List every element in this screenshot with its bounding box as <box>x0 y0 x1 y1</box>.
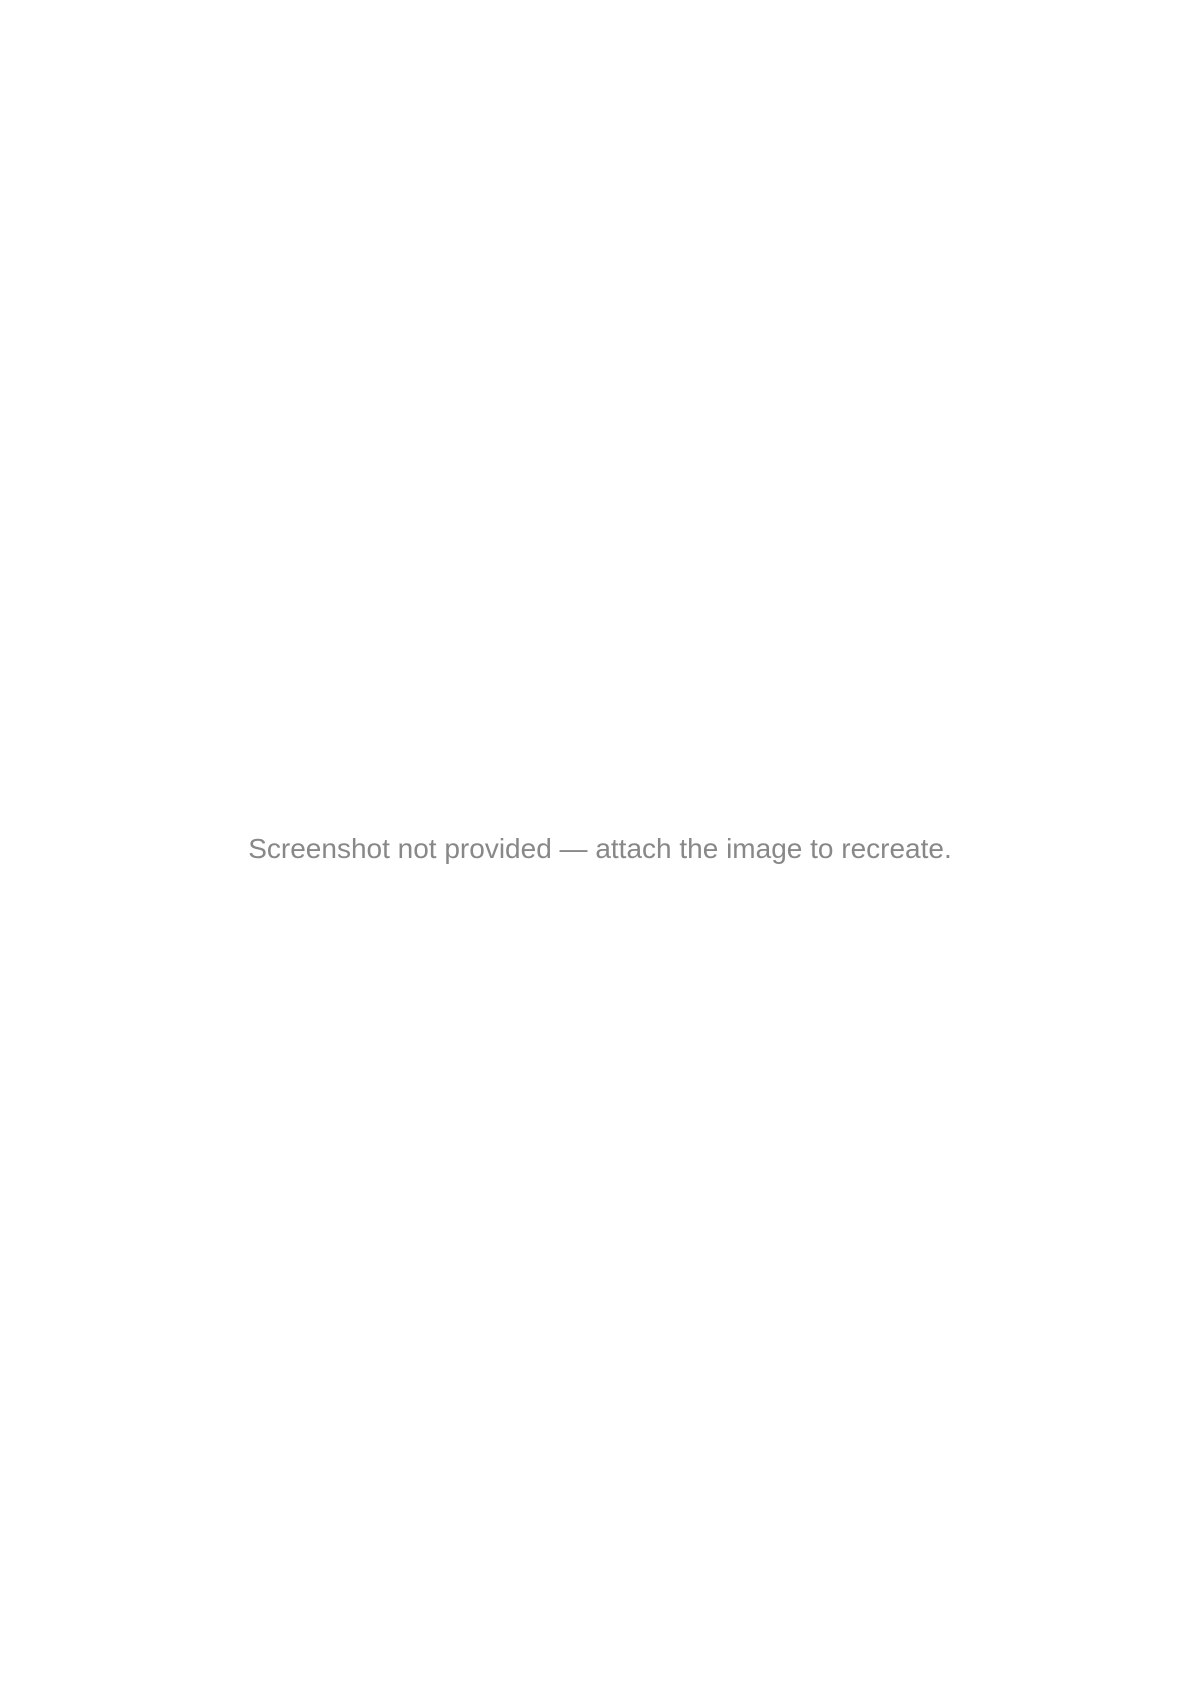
placeholder-message: Screenshot not provided — attach the image to recreate. <box>248 832 952 864</box>
